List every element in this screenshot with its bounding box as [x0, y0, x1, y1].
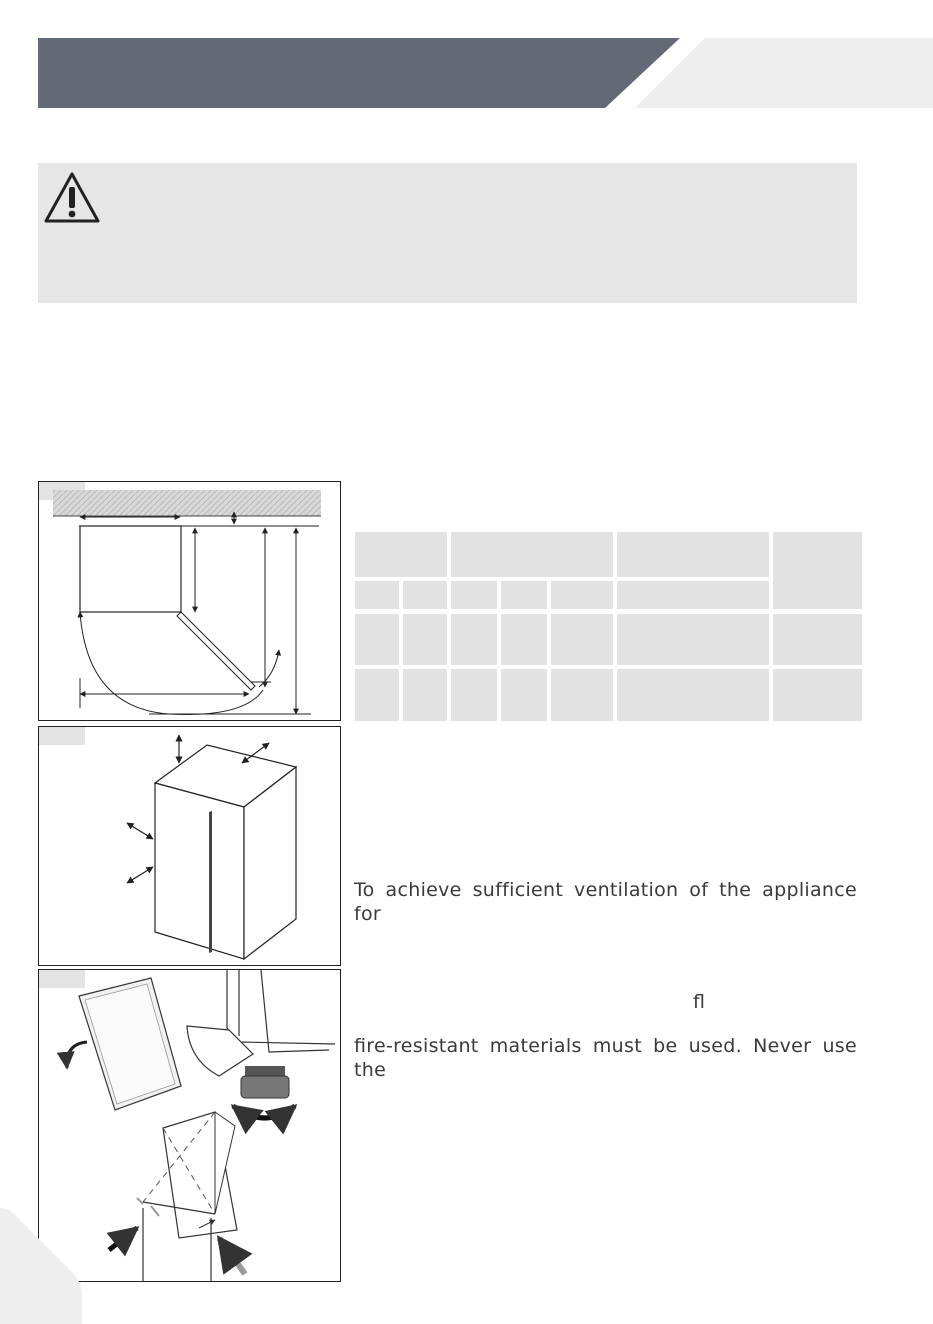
- warning-box: [38, 163, 857, 303]
- table-row-cell: [355, 614, 399, 665]
- table-header-cell: [617, 532, 769, 577]
- table-row-cell: [773, 614, 862, 665]
- table-subheader-cell: [355, 581, 399, 609]
- table-header-cell: [451, 532, 613, 577]
- table-subheader-cell: [451, 581, 497, 609]
- table-row-cell: [355, 669, 399, 721]
- fire-resistant-text-line: ﬁre-resistant materials must be used. Never use the: [354, 1035, 857, 1081]
- table-subheader-cell: [551, 581, 613, 609]
- table-header-cell: [773, 532, 862, 609]
- door-swing-clearance-diagram: [38, 481, 341, 721]
- table-row-cell: [617, 669, 769, 721]
- table-subheader-cell: [501, 581, 547, 609]
- warning-triangle-icon: [42, 169, 102, 227]
- table-row-cell: [617, 614, 769, 665]
- ventilation-clearance-diagram: [38, 726, 341, 966]
- cabinet-top-view: [80, 526, 181, 612]
- door-swing-drawing: [39, 482, 340, 720]
- table-subheader-cell: [617, 581, 769, 609]
- table-row-cell: [403, 669, 447, 721]
- ligature-fragment: ﬂ: [693, 991, 706, 1013]
- table-row-cell: [403, 614, 447, 665]
- ventilation-text-line: To achieve sufficient ventilation of the appliance for: [354, 879, 857, 925]
- corner-tab: [0, 1200, 100, 1324]
- ventilation-drawing: [39, 727, 340, 965]
- table-header-cell: [355, 532, 447, 577]
- table-subheader-cell: [403, 581, 447, 609]
- open-door: [177, 612, 255, 690]
- table-row-cell: [551, 614, 613, 665]
- clearance-table: [355, 532, 862, 721]
- table-row-cell: [451, 669, 497, 721]
- table-row-cell: [501, 669, 547, 721]
- table-row-cell: [501, 614, 547, 665]
- header-shapes: [0, 0, 933, 120]
- table-row-cell: [451, 614, 497, 665]
- table-row-cell: [773, 669, 862, 721]
- wall-hatch: [53, 490, 321, 516]
- header-secondary-shape: [635, 38, 933, 108]
- header-main-shape: [38, 38, 680, 108]
- table-row-cell: [551, 669, 613, 721]
